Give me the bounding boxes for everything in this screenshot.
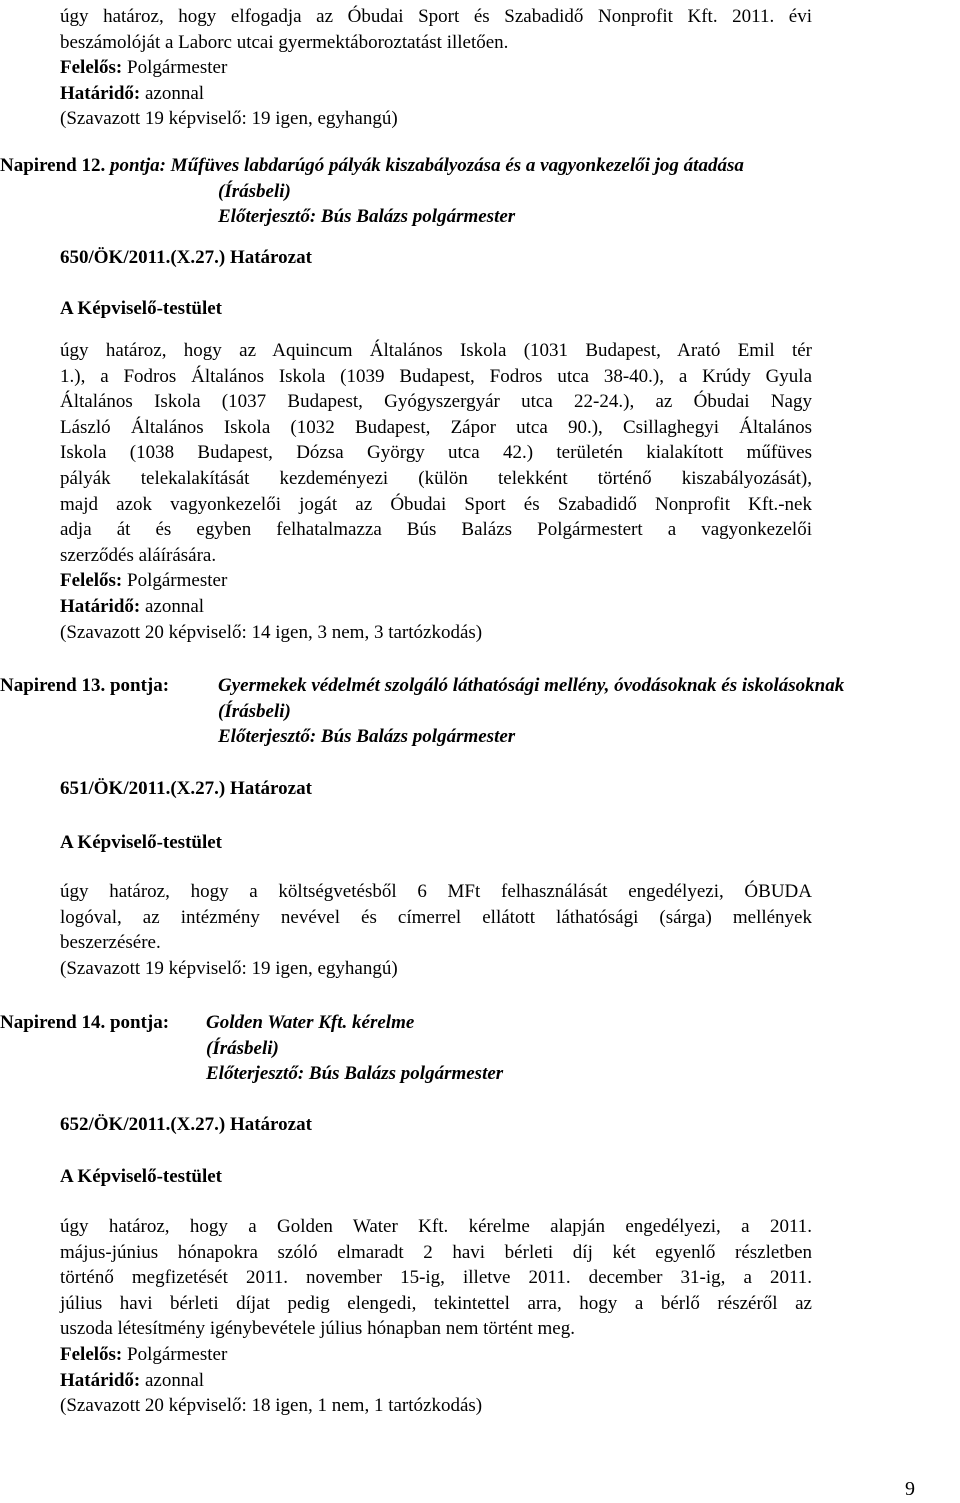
text-line: szerződés aláírására. [60,544,217,566]
page-number: 9 [905,1478,915,1500]
deadline-line [60,1368,812,1394]
responsible-label: Felelős: [60,1343,123,1365]
resolution-651-text [60,879,812,981]
text-line: beszerzésére. [60,932,161,954]
presenter: Előterjesztő: Bús Balázs polgármester [218,206,516,228]
submission-type: (Írásbeli) [218,180,291,202]
responsible-line [60,1342,812,1368]
text-line: történő megfizetését 2011. november 15-ig, illetve 2011. december 31-ig, a 2011. [60,1267,812,1289]
presenter: Előterjesztő: Bús Balázs polgármester [218,726,516,748]
resolution-word: Határozat [225,247,312,268]
resolution-id: 650/ÖK/2011.(X.27.) [60,247,226,268]
vote-result: (Szavazott 19 képviselő: 19 igen, egyhangú) [60,108,398,130]
resolution-650 [60,245,812,271]
deadline-label: Határidő: [60,82,141,104]
text-line: Általános Iskola (1037 Budapest, Gyógyszergyár utca 22-24.), az Óbudai Nagy [60,391,812,413]
deadline-value: azonnal [140,1369,205,1391]
vote-result: (Szavazott 20 képviselő: 14 igen, 3 nem, 3 tartózkodás) [60,621,483,643]
text-line: július havi bérleti díjat pedig elengedi, tekintettel arra, hogy a bérlő részéről az [60,1292,812,1314]
deadline-line [60,81,812,107]
responsible-value: Polgármester [122,57,228,79]
responsible-line [60,55,812,81]
presenter: Előterjesztő: Bús Balázs polgármester [206,1063,504,1085]
deadline-value: azonnal [140,82,205,104]
deadline-value: azonnal [140,595,205,617]
agenda-title: pontja: Műfüves labdarúgó pályák kiszabályozása és a vagyonkezelői jog átadása [109,155,744,176]
text-line: úgy határoz, hogy a Golden Water Kft. kérelme alapján engedélyezi, a 2011. [60,1216,812,1237]
text-line: úgy határoz, hogy a költségvetésből 6 MFt felhasználását engedélyezi, ÓBUDA [60,881,812,902]
text-line: úgy határoz, hogy elfogadja az Óbudai Sport és Szabadidő Nonprofit Kft. 2011. évi [60,6,812,27]
deadline-label: Határidő: [60,1369,141,1391]
text-line: logóval, az intézmény nevével és címerrel ellátott láthatósági (sárga) mellények [60,906,812,928]
text-line: majd azok vagyonkezelői jogát az Óbudai Sport és Szabadidő Nonprofit Kft.-nek [60,493,812,515]
resolution-word: Határozat [225,1114,312,1135]
agenda-item-13-heading [0,673,960,750]
agenda-number: Napirend 14. pontja: [0,1012,170,1033]
vote-result: (Szavazott 19 képviselő: 19 igen, egyhangú) [60,957,398,979]
resolution-652-text [60,1214,812,1419]
agenda-title: Gyermekek védelmét szolgáló láthatósági mellény, óvodásoknak és iskolásoknak [218,675,845,696]
agenda-item-12-heading [0,153,960,230]
agenda-number: Napirend 12. [0,155,110,176]
submission-type: (Írásbeli) [218,700,291,722]
top-resolution-text [60,4,812,132]
text-line: beszámolóját a Laborc utcai gyermektáboroztatást illetően. [60,31,509,53]
deadline-line [60,594,812,620]
text-line: úgy határoz, hogy az Aquincum Általános Iskola (1031 Budapest, Arató Emil tér [60,340,812,361]
resolution-word: Határozat [225,778,312,799]
responsible-value: Polgármester [122,570,228,592]
text-line: uszoda létesítmény igénybevétele július hónapban nem történt meg. [60,1318,575,1340]
council-name: A Képviselő-testület [60,1166,223,1187]
submission-type: (Írásbeli) [206,1037,279,1059]
resolution-id: 652/ÖK/2011.(X.27.) [60,1114,226,1135]
resolution-651 [60,776,812,802]
council-heading [60,296,812,322]
agenda-number: Napirend 13. pontja: [0,675,170,696]
council-heading [60,830,812,856]
responsible-label: Felelős: [60,57,123,79]
resolution-652 [60,1112,812,1138]
text-line: 1.), a Fodros Általános Iskola (1039 Budapest, Fodros utca 38-40.), a Krúdy Gyula [60,365,812,387]
resolution-id: 651/ÖK/2011.(X.27.) [60,778,226,799]
responsible-value: Polgármester [122,1343,228,1365]
text-line: Iskola (1038 Budapest, Dózsa György utca 42.) területén kialakított műfüves [60,442,812,464]
resolution-650-text [60,338,812,645]
agenda-item-14-heading [0,1010,960,1087]
council-heading [60,1164,812,1190]
responsible-line [60,568,812,594]
text-line: május-június hónapokra szóló elmaradt 2 havi bérleti díj két egyenlő részletben [60,1241,812,1263]
text-line: adja át és egyben felhatalmazza Bús Balázs Polgármestert a vagyonkezelői [60,519,812,541]
deadline-label: Határidő: [60,595,141,617]
text-line: László Általános Iskola (1032 Budapest, Zápor utca 90.), Csillaghegyi Általános [60,416,812,438]
agenda-title: Golden Water Kft. kérelme [206,1012,415,1033]
council-name: A Képviselő-testület [60,832,223,853]
vote-result: (Szavazott 20 képviselő: 18 igen, 1 nem, 1 tartózkodás) [60,1395,483,1417]
text-line: pályák telekalakítását kezdeményezi (külön telekként történő kiszabályozását), [60,467,812,489]
council-name: A Képviselő-testület [60,298,223,319]
responsible-label: Felelős: [60,570,123,592]
